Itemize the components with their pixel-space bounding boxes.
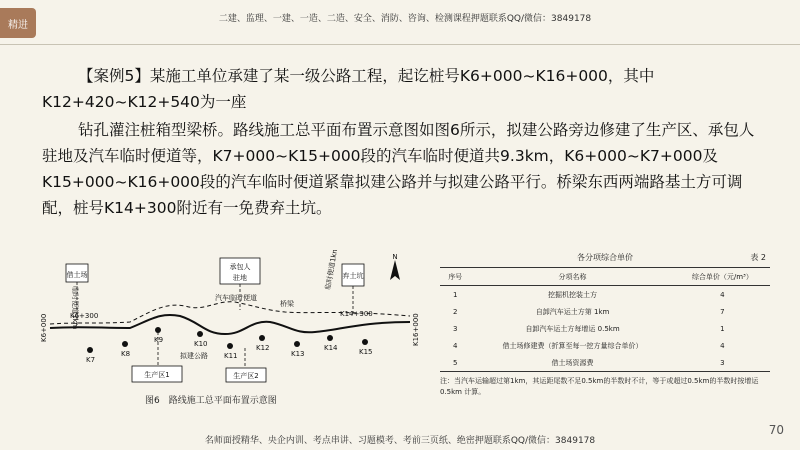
contractor-label-2: 驻地: [233, 274, 247, 282]
stake-marker: [122, 341, 128, 347]
table-header-cell: 分项名称: [470, 268, 674, 286]
table-cell: 5: [440, 354, 470, 372]
stake-label: K9: [154, 336, 164, 344]
stake-marker: [227, 343, 233, 349]
north-arrow-icon: [390, 260, 400, 280]
case-paragraph-1: 【案例5】某施工单位承建了某一级公路工程，起讫桩号K6+000~K16+000，其中K12+420~K12+540为一座: [42, 67, 655, 111]
start-stake-label: K6+000: [40, 313, 48, 342]
stake-marker: [259, 335, 265, 341]
table-header-cell: 综合单价（元/m³）: [675, 268, 770, 286]
table-row: [440, 320, 770, 337]
bridge-label: 桥梁: [280, 300, 294, 308]
table-cell: 4: [452, 341, 458, 350]
stake-label: K7: [86, 356, 96, 364]
page-number: 70: [768, 423, 784, 437]
table-header-row: [440, 268, 770, 286]
table-row: [440, 354, 770, 372]
case-paragraph-2: 钻孔灌注桩箱型梁桥。路线施工总平面布置示意图如图6所示，拟建公路旁边修建了生产区、承包人驻地及汽车临时便道等，K7+000~K15+000段的汽车临时便道共9.3km，K6+000~K7+000及K15+000~K16+000段的汽车临时便道紧靠拟建公路并与拟建公路平行。桥梁东西两端路基土方可调配，桩号K14+300附近有一免费弃土坑。: [42, 121, 755, 217]
zone1-label: 生产区1: [144, 371, 170, 379]
spoil-road-label: 临时便道1km: [324, 250, 340, 291]
proposed-road-label: 拟建公路: [180, 352, 208, 360]
table-cell: 3: [675, 354, 770, 372]
brand-badge: 精进: [0, 8, 36, 38]
borrow-pit-label: 借土场: [66, 271, 88, 279]
stake-marker: [197, 331, 203, 337]
header-divider: [0, 44, 800, 45]
stake-label: K13: [291, 350, 305, 358]
stake-label: K11: [224, 352, 238, 360]
table-cell: 2: [452, 307, 458, 316]
table-note: 注：当汽车运输超过第1km，其运距尾数不足0.5km的半数时不计，等于或超过0.5km的半数时按增运 0.5km 计算。: [440, 377, 759, 396]
contractor-label-1: 承包人: [229, 263, 251, 271]
stake-marker: [294, 341, 300, 347]
end-stake-label: K16+000: [412, 313, 420, 346]
figure-caption: 图6 路线施工总平面布置示意图: [145, 396, 277, 406]
table-header-cell: 序号: [440, 268, 470, 286]
header-contact: 二建、监理、一建、一造、二造、安全、消防、咨询、检测课程押题联系QQ/微信：3849178: [218, 14, 592, 24]
stake-label: K14: [324, 344, 338, 352]
stake-marker: [87, 347, 93, 353]
temp-road-label: 汽车临时便道: [215, 294, 257, 302]
table-title-text: 各分项综合单价: [577, 253, 633, 262]
table-row: [440, 286, 770, 304]
table-row: [440, 303, 770, 320]
table-cell: 自卸汽车运土方每增运 0.5km: [525, 324, 620, 333]
k6300-label: K6+300: [70, 312, 99, 320]
table-cell: 挖掘机挖装土方: [548, 290, 598, 299]
table-number: 表 2: [750, 253, 766, 262]
north-label: N: [392, 253, 398, 261]
borrow-road-label: 临时便道1km: [71, 286, 79, 330]
stake-marker: [327, 335, 333, 341]
table-row: [440, 337, 770, 354]
zone2-label: 生产区2: [233, 372, 259, 380]
table-cell: 4: [720, 290, 725, 299]
unit-price-table: [440, 267, 770, 372]
unit-price-table-block: [440, 252, 770, 398]
footer-contact: 名师面授精华、央企内训、考点串讲、习题模考、考前三页纸、绝密押题联系QQ/微信：3849178: [204, 436, 596, 446]
spoil-pit-label: 弃土坑: [342, 272, 364, 280]
table-cell: 1: [452, 290, 458, 299]
table-cell: 1: [720, 324, 725, 333]
stake-marker: [362, 339, 368, 345]
table-title: [440, 252, 770, 264]
stake-label: K8: [121, 350, 131, 358]
table-cell: 借土场修建费（折算至每一挖方量综合单价）: [502, 341, 643, 350]
k14300-label: K14+300: [340, 310, 373, 318]
table-cell: 7: [720, 307, 725, 316]
table-cell: 4: [720, 341, 725, 350]
table-cell: 3: [452, 324, 458, 333]
table-cell: 借土场资源费: [470, 354, 674, 372]
stake-label: K15: [359, 348, 373, 356]
table-cell: 自卸汽车运土方第 1km: [535, 307, 610, 316]
stake-label: K12: [256, 344, 270, 352]
stake-label: K10: [194, 340, 208, 348]
